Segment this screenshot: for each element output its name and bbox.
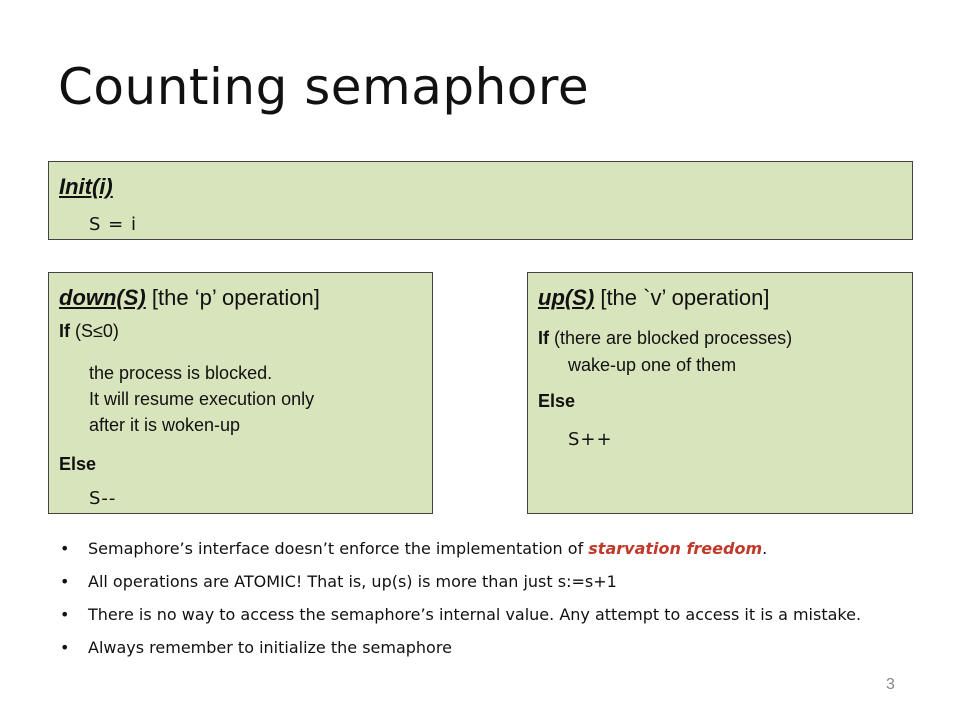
down-desc: [the ‘p’ operation] [151,285,320,310]
note-starvation-end: . [762,539,768,558]
down-else-statement: S-- [89,488,117,509]
note-internal-value: • There is no way to access the semaphore’s internal value. Any attempt to access it is a mistake. [60,602,910,627]
note-initialize: • Always remember to initialize the semaphore [60,635,910,660]
down-blocked-line: the process is blocked. [89,363,273,383]
up-else-statement: S++ [568,429,613,450]
note-starvation [60,536,910,561]
init-statement: S = i [89,214,137,235]
up-else-keyword: Else [538,391,576,411]
up-if-line [538,328,792,349]
down-if-keyword: If [59,321,70,341]
up-if-condition: (there are blocked processes) [554,328,793,348]
page-number: 3 [886,676,895,693]
down-resume-line: It will resume execution only [89,389,315,409]
starvation-freedom-emphasis: starvation freedom [588,539,763,558]
up-box [527,272,913,514]
init-heading [59,174,113,200]
up-desc: [the `v’ operation] [600,285,770,310]
notes-list [60,536,910,668]
down-else-keyword: Else [59,454,97,474]
note-starvation-text: Semaphore’s interface doesn’t enforce the implementation of [88,539,589,558]
slide-title: Counting semaphore [58,58,590,116]
down-box [48,272,433,514]
down-after-line: after it is woken-up [89,415,241,435]
up-name: up(S) [538,285,595,310]
init-box [48,161,913,240]
up-wake-line: wake-up one of them [568,355,737,375]
down-if-condition: (S≤0) [75,321,119,341]
down-heading [59,285,320,311]
note-atomic: • All operations are ATOMIC! That is, up(s) is more than just s:=s+1 [60,569,910,594]
init-name: Init(i) [59,174,113,199]
down-if-line [59,321,119,342]
up-if-keyword: If [538,328,549,348]
up-heading [538,285,770,311]
down-name: down(S) [59,285,146,310]
